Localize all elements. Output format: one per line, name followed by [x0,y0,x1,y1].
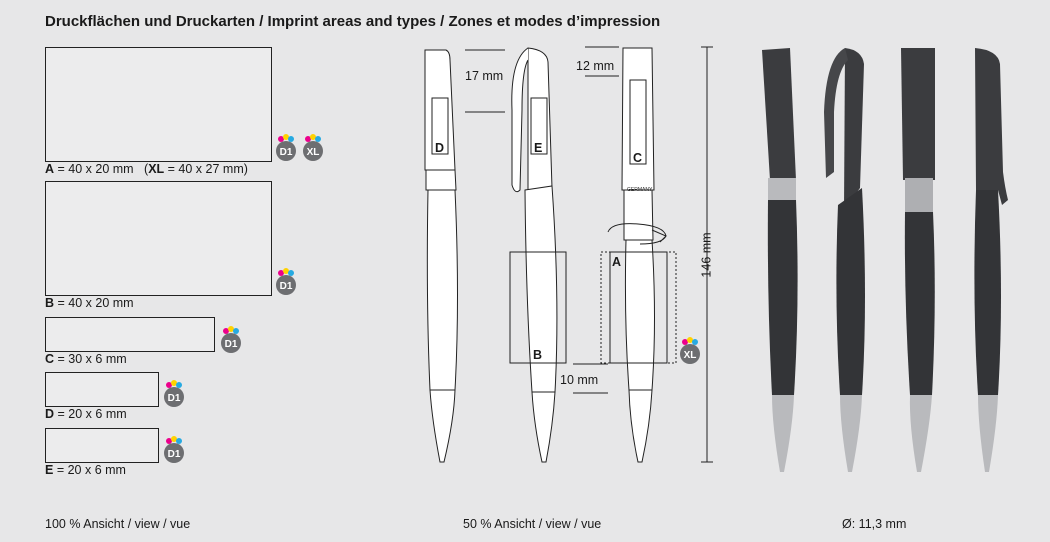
footer-left: 100 % Ansicht / view / vue [45,517,191,531]
area-d-key: D [45,407,55,421]
area-a-label: A = 40 x 20 mm (XL = 40 x 27 mm) [45,162,248,176]
area-a-key: A [45,162,55,176]
pen-photo-front [762,48,798,472]
page-title: Druckflächen und Druckarten / Imprint areas and types / Zones et modes d’impression [45,13,661,30]
pen-photo-side-right [974,48,1008,472]
badge-code: XL [683,350,697,361]
pen-label-a: A [612,255,622,269]
area-e-size: = 20 x 6 mm [56,463,126,477]
pen-photo-side-clip [824,48,865,472]
badge-code: D1 [279,281,293,292]
badge-code: XL [306,147,320,158]
area-c-size: = 30 x 6 mm [57,352,127,366]
area-b-size: = 40 x 20 mm [57,296,134,310]
dim-10mm: 10 mm [560,373,599,387]
area-a-xl-key: XL [148,162,165,176]
badge-code: D1 [279,147,293,158]
dim-146mm: 146 mm [699,232,714,278]
pen-label-d: D [435,141,445,155]
badge-code: D1 [167,393,181,404]
badge-code: D1 [224,339,238,350]
area-e-key: E [45,463,54,477]
footer-right: Ø: 11,3 mm [842,517,907,531]
dim-17mm: 17 mm [465,69,504,83]
area-d-size: = 20 x 6 mm [57,407,127,421]
area-c-key: C [45,352,55,366]
badge-code: D1 [167,449,181,460]
area-a-size: = 40 x 20 mm [57,162,134,176]
pen-label-e: E [534,141,543,155]
area-b-key: B [45,296,55,310]
footer-center: 50 % Ansicht / view / vue [463,517,602,531]
dim-12mm: 12 mm [576,59,615,73]
pen-label-c: C [633,151,643,165]
pen-photo-back [901,48,935,472]
pen-label-b: B [533,348,543,362]
pen-brand-print: GERMANY [627,187,653,193]
area-a-xl-size: = 40 x 27 mm [167,162,244,176]
